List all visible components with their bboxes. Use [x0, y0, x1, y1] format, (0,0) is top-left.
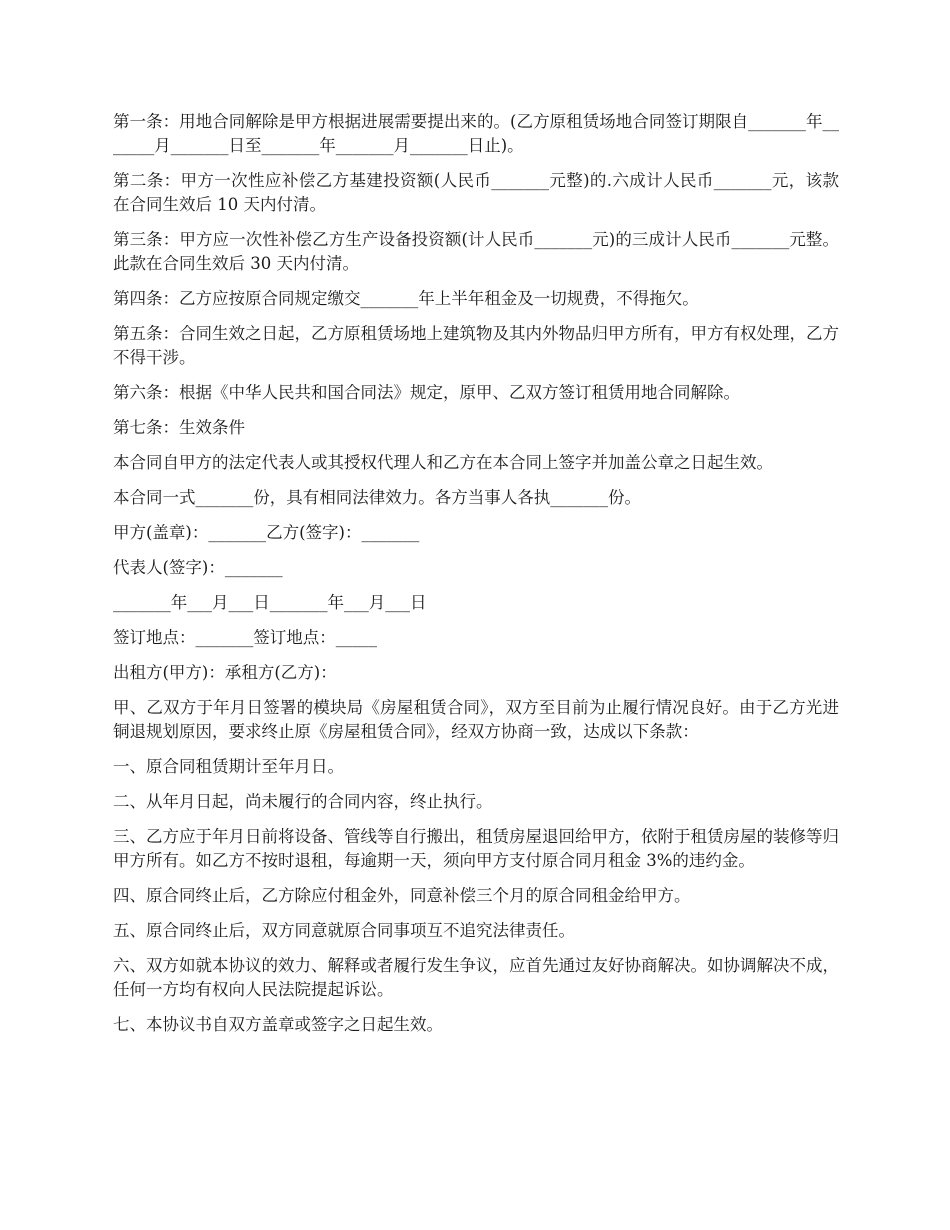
- lessor-lessee: 出租方(甲方)：承租方(乙方)：: [113, 663, 337, 682]
- signature-representative: 代表人(签字)：_______: [113, 558, 283, 577]
- term-5: 五、原合同终止后，双方同意就原合同事项互不追究法律责任。: [113, 921, 575, 940]
- clause-6: 第六条：根据《中华人民共和国合同法》规定，原甲、乙双方签订租赁用地合同解除。: [113, 383, 740, 402]
- clause-1: 第一条：用地合同解除是甲方根据进展需要提出来的。(乙方原租赁场地合同签订期限自_______年_______月_______日至_______年_______月_______日止)。: [113, 112, 839, 155]
- copies-statement: 本合同一式_______份，具有相同法律效力。各方当事人各执_______份。: [113, 488, 641, 507]
- term-4: 四、原合同终止后，乙方除应付租金外，同意补偿三个月的原合同租金给甲方。: [113, 886, 691, 905]
- signature-parties: 甲方(盖章)：_______乙方(签字)：_______: [113, 523, 420, 542]
- term-7: 七、本协议书自双方盖章或签字之日起生效。: [113, 1015, 443, 1034]
- signing-location: 签订地点：_______签订地点：_____: [113, 628, 377, 647]
- clause-4: 第四条：乙方应按原合同规定缴交_______年上半年租金及一切规费，不得拖欠。: [113, 289, 699, 308]
- effect-condition: 本合同自甲方的法定代表人或其授权代理人和乙方在本合同上签字并加盖公章之日起生效。: [113, 453, 773, 472]
- clause-7-heading: 第七条：生效条件: [113, 418, 245, 437]
- signature-dates: _______年___月___日_______年___月___日: [113, 593, 427, 612]
- term-3: 三、乙方应于年月日前将设备、管线等自行搬出，租赁房屋退回给甲方，依附于租赁房屋的装修等归甲方所有。如乙方不按时退租，每逾期一天，须向甲方支付原合同月租金 3%的违约金。: [113, 827, 839, 870]
- term-2: 二、从年月日起，尚未履行的合同内容，终止执行。: [113, 792, 493, 811]
- document-page: [113, 110, 839, 1048]
- clause-3: 第三条：甲方应一次性补偿乙方生产设备投资额(计人民币_______元)的三成计人民币_______元整。此款在合同生效后 30 天内付清。: [113, 230, 839, 273]
- clause-2: 第二条：甲方一次性应补偿乙方基建投资额(人民币_______元整)的.六成计人民币_______元，该款在合同生效后 10 天内付清。: [113, 171, 839, 214]
- term-1: 一、原合同租赁期计至年月日。: [113, 757, 344, 776]
- term-6: 六、双方如就本协议的效力、解释或者履行发生争议，应首先通过友好协商解决。如协调解决不成，任何一方均有权向人民法院提起诉讼。: [113, 956, 839, 999]
- clause-5: 第五条：合同生效之日起，乙方原租赁场地上建筑物及其内外物品归甲方所有，甲方有权处理，乙方不得干涉。: [113, 324, 839, 367]
- agreement-preamble: 甲、乙双方于年月日签署的模块局《房屋租赁合同》，双方至目前为止履行情况良好。由于乙方光进铜退规划原因，要求终止原《房屋租赁合同》，经双方协商一致，达成以下条款：: [113, 698, 839, 741]
